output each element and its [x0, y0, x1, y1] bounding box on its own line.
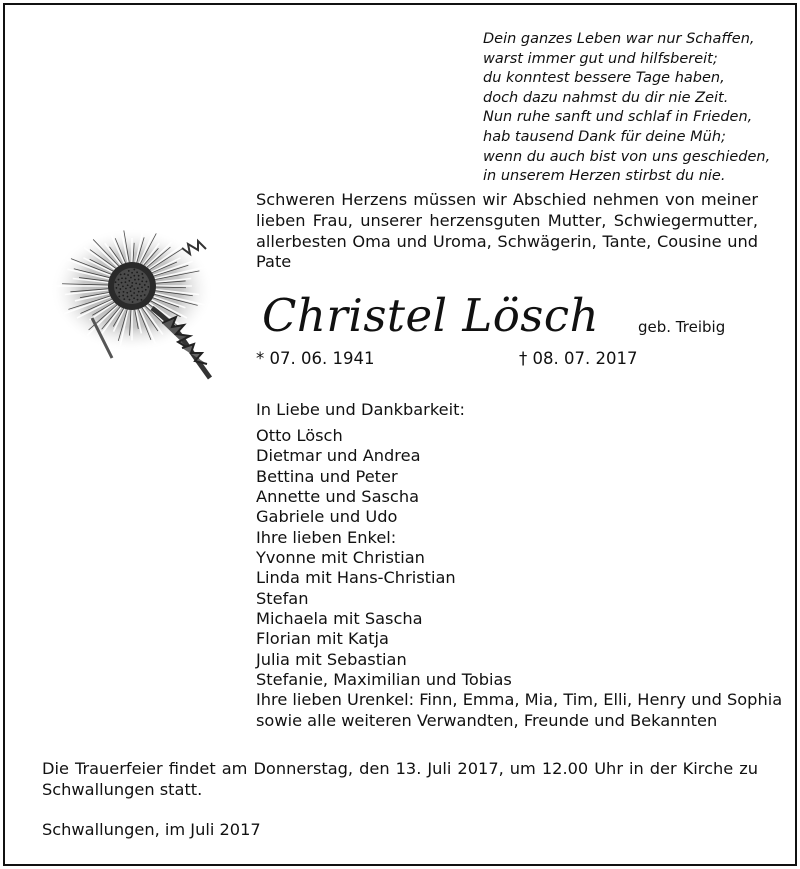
poem-line: Nun ruhe sanft und schlaf in Frieden, [483, 109, 753, 126]
poem-line: du konntest bessere Tage haben, [483, 70, 725, 87]
mourner-line: Florian mit Katja [256, 629, 389, 649]
mourner-line: Yvonne mit Christian [256, 548, 425, 568]
poem-line: hab tausend Dank für deine Müh; [483, 128, 726, 145]
mourner-line: Annette und Sascha [256, 487, 419, 507]
poem [483, 30, 773, 187]
maiden-name: geb. Treibig [638, 318, 726, 336]
place-and-date: Schwallungen, im Juli 2017 [42, 820, 261, 839]
mourner-line: sowie alle weiteren Verwandten, Freunde und Bekannten [256, 710, 718, 730]
poem-line: warst immer gut und hilfsbereit; [483, 50, 718, 67]
mourner-line: Otto Lösch [256, 426, 343, 445]
poem-line: wenn du auch bist von uns geschieden, [483, 148, 771, 165]
poem-line: doch dazu nahmst du dir nie Zeit. [483, 89, 729, 106]
mourner-line: Ihre lieben Enkel: [256, 527, 397, 547]
mourner-line: Stefanie, Maximilian und Tobias [256, 670, 512, 690]
mourner-line: Julia mit Sebastian [256, 649, 407, 669]
mourner-line: Linda mit Hans-Christian [256, 568, 456, 588]
mourner-line: Michaela mit Sascha [256, 609, 423, 629]
death-date: † 08. 07. 2017 [519, 349, 638, 368]
intro-text: Schweren Herzens müssen wir Abschied nehmen von meiner lieben Frau, unserer herzensguten Mutter, Schwiegermutter, allerbesten Oma und Uroma, Schwägerin, Tante, Cousine und Pate [256, 190, 758, 272]
mourner-line: Gabriele und Udo [256, 507, 398, 527]
mourner-line: Dietmar und Andrea [256, 446, 421, 466]
mourners-heading: In Liebe und Dankbarkeit: [256, 400, 465, 419]
thistle-flower-icon [32, 228, 222, 388]
mourners-list [256, 426, 782, 731]
poem-line: in unserem Herzen stirbst du nie. [483, 168, 726, 185]
mourner-line: Ihre lieben Urenkel: Finn, Emma, Mia, Tim, Elli, Henry und Sophia [256, 690, 783, 710]
birth-date: * 07. 06. 1941 [256, 349, 375, 368]
poem-line: Dein ganzes Leben war nur Schaffen, [483, 31, 755, 47]
funeral-service-text: Die Trauerfeier findet am Donnerstag, den 13. Juli 2017, um 12.00 Uhr in der Kirche zu Schwallungen statt. [42, 759, 758, 799]
deceased-name: Christel Lösch [262, 289, 600, 342]
mourner-line: Stefan [256, 588, 309, 608]
mourner-line: Bettina und Peter [256, 466, 398, 486]
